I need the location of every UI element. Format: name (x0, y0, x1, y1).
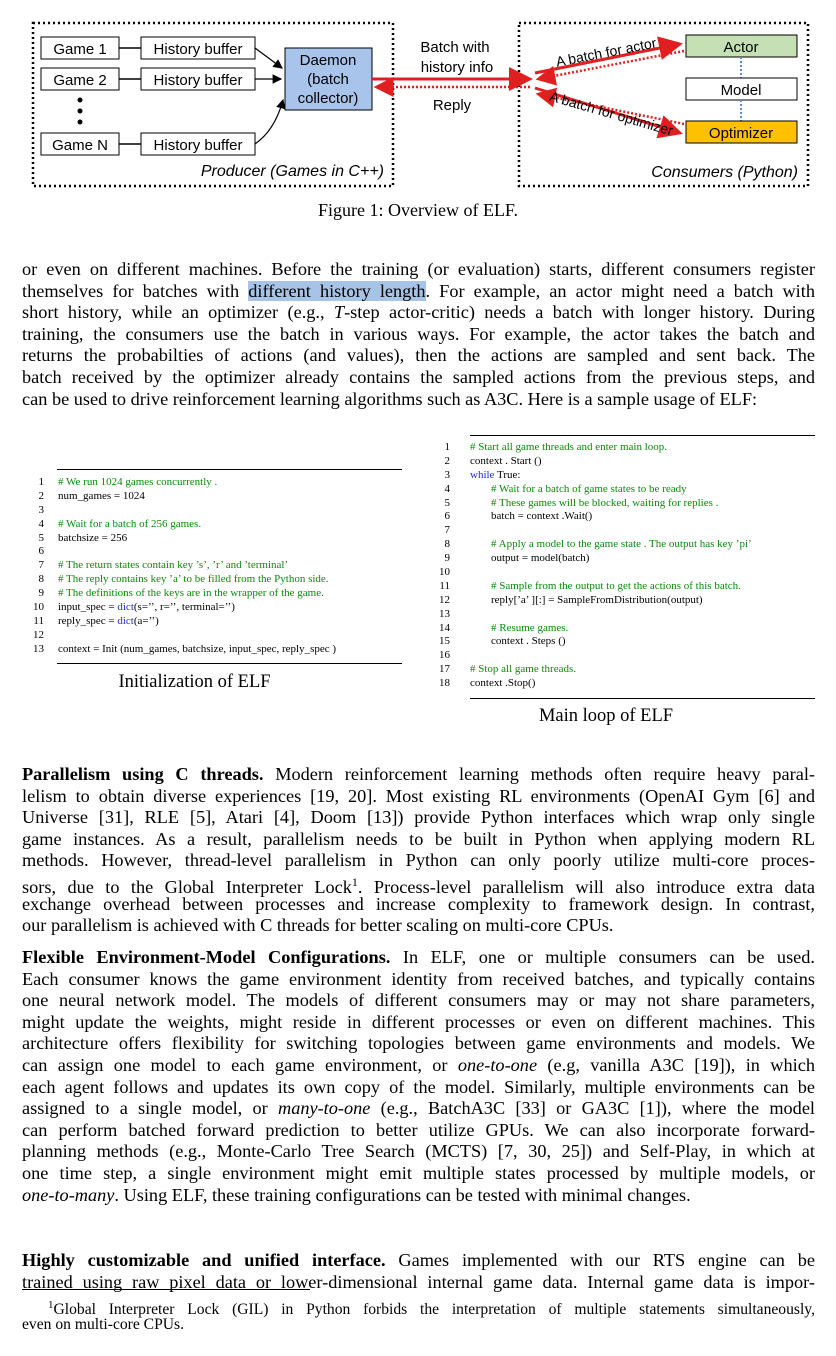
text-line (22, 1141, 815, 1163)
text-run: can be used to drive reinforcement learning algorithms such as A3C. Here is a sample usage of ELF: (22, 388, 758, 409)
optimizer-label: Optimizer (708, 125, 774, 142)
section-heading: Highly customizable and unified interface. (22, 1250, 386, 1270)
code-text: # We run 1024 games concurrently . (58, 476, 218, 488)
emphasis-text: one-to-many (22, 1184, 115, 1205)
code-text: # Resume games. (491, 621, 569, 634)
line-number: 3 (38, 503, 44, 516)
line-number: 11 (33, 614, 44, 627)
text-run: each agent follows and updates its own copy of the model. Similarly, multiple environments can be (22, 1076, 815, 1097)
line-number: 7 (38, 559, 44, 572)
code-line (28, 545, 428, 559)
code-run: reply_spec = (58, 614, 118, 627)
text-run: can perform batched forward prediction to better utilize GPUs. We can also incorporate forward- (22, 1119, 815, 1140)
code-text: context . Steps () (491, 635, 566, 648)
text-run: trained using raw pixel data or lower-dimensional internal game data. Internal game data is impor- (22, 1271, 815, 1292)
text-run: training, the consumers use the batch in various ways. For example, the actor takes the batch and (22, 323, 815, 344)
code-text: output = model(batch) (491, 552, 590, 565)
text-run: game instances. As a result, parallelism needs to be built in Python when applying modern RL (22, 828, 815, 849)
text-run: actor-critic) needs a batch with longer history. During (379, 302, 815, 323)
text-line (22, 1163, 815, 1185)
ellipsis-dot (78, 98, 83, 103)
section-unified-interface (22, 1250, 815, 1293)
text-run: short history, while an optimizer (e.g., (22, 302, 334, 323)
listing-main-bottom-rule (470, 698, 815, 699)
producer-caption: Producer (Games in C++) (200, 163, 384, 180)
text-line (22, 894, 815, 916)
code-line (434, 622, 834, 636)
listing-init (28, 476, 428, 657)
line-number: 16 (439, 649, 450, 662)
code-line (28, 518, 428, 532)
text-line (22, 281, 815, 303)
code-text: # Apply a model to the game state . The output has key ’pi’ (491, 538, 752, 551)
code-line (28, 643, 428, 657)
builtin: dict (117, 614, 134, 627)
section-heading: Flexible Environment-Model Configurations. (22, 947, 391, 967)
text-line (22, 259, 815, 281)
code-text: # Stop all game threads. (470, 663, 577, 676)
text-line (22, 764, 815, 786)
code-text: reply[’a’ ][:] = SampleFromDistribution(output) (491, 593, 703, 606)
text-run: or even on different machines. Before the training (or evaluation) starts, different consumers register (22, 259, 815, 279)
code-text: batchsize = 256 (58, 531, 128, 544)
text-line (22, 947, 815, 969)
text-line (22, 302, 815, 324)
code-line (28, 532, 428, 546)
text-run: (e.g, vanilla A3C [19]), in which (537, 1054, 815, 1075)
history-buffer-label: History buffer (153, 41, 243, 58)
line-number: 12 (439, 593, 450, 606)
text-run: Modern reinforcement learning methods often require heavy paral- (263, 764, 816, 784)
code-text: # These games will be blocked, waiting for replies . (491, 496, 719, 509)
line-number: 10 (439, 566, 450, 579)
code-line (28, 476, 428, 490)
text-line (22, 1250, 815, 1272)
text-run: . Using ELF, these training configurations can be tested with minimal changes. (114, 1184, 691, 1205)
text-run: -step (344, 302, 380, 323)
text-run: our parallelism is achieved with C threads for better scaling on multi-core CPUs. (22, 915, 614, 936)
daemon-label: Daemon (299, 52, 357, 69)
code-line (434, 663, 834, 677)
line-number: 1 (38, 476, 44, 488)
text-line (22, 969, 815, 991)
listing-init-caption: Initialization of ELF (118, 672, 271, 692)
code-line (28, 559, 428, 573)
text-run: Games implemented with our RTS engine can be (385, 1250, 815, 1270)
text-run: one time step, a single environment might emit multiple states processed by multiple models, or (22, 1162, 815, 1183)
listing-init-top-rule (57, 469, 402, 470)
text-line (22, 990, 815, 1012)
listing-main-caption: Main loop of ELF (538, 706, 674, 726)
code-line (434, 538, 834, 552)
footnote-marker: 1 (48, 1299, 54, 1311)
code-run: (a=’’) (133, 614, 159, 627)
text-run: planning methods (e.g., Monte-Carlo Tree Search (MCTS) [7, 30, 25]) and Self-Play, in which at (22, 1141, 815, 1162)
text-line (22, 850, 815, 872)
code-text: # The reply contains key ’a’ to be filled from the Python side. (58, 573, 329, 586)
code-line (28, 615, 428, 629)
emphasis-text: one-to-one (457, 1054, 538, 1075)
footnote (22, 1296, 815, 1334)
text-line (22, 345, 815, 367)
consumer-caption: Consumers (Python) (651, 164, 798, 181)
code-line (28, 629, 428, 643)
code-line (434, 510, 834, 524)
text-run: Universe [31], RLE [5], Atari [4], Doom [13]) provide Python interfaces which wrap only single (22, 807, 815, 828)
text-run: lelism to obtain diverse experiences [19, 20]. Most existing RL environments (OpenAI Gym [6] and (22, 785, 815, 806)
batch-label: Batch with (420, 39, 490, 56)
code-text (58, 601, 235, 615)
code-run: True: (494, 468, 521, 481)
line-number: 4 (444, 482, 450, 495)
text-run: exchange overhead between processes and increase complexity to framework design. In contrast, (22, 893, 815, 914)
daemon-label: (batch (307, 71, 349, 88)
text-run: methods. However, thread-level parallelism in Python can only poorly utilize multi-core proces- (22, 850, 815, 871)
code-line (434, 677, 834, 691)
optimizer-arrow-label: A batch for optimizer (547, 87, 675, 139)
code-line (434, 594, 834, 608)
highlighted-text: different history length (248, 280, 426, 301)
text-run: themselves for batches with (22, 280, 249, 301)
text-line (22, 1077, 815, 1099)
text-line (22, 324, 815, 346)
listing-main-top-rule (470, 435, 815, 436)
text-run: In ELF, one or multiple consumers can be used. (390, 947, 816, 967)
text-line (22, 1055, 815, 1077)
line-number: 10 (33, 601, 44, 614)
text-run: returns the probabilties of actions (and values), then the actions are sampled and sent back. The (22, 345, 815, 366)
line-number: 6 (444, 510, 450, 523)
line-number: 8 (444, 538, 450, 551)
section-parallelism (22, 764, 815, 937)
line-number: 7 (444, 524, 450, 537)
code-line (434, 566, 834, 580)
line-number: 15 (439, 635, 450, 648)
text-run: can assign one model to each game environment, or (22, 1054, 458, 1075)
listing-init-bottom-rule (57, 663, 402, 664)
text-run: might update the weights, might reside in different processes or even on different machines. This (22, 1011, 815, 1032)
code-line (434, 649, 834, 663)
figure-caption: Figure 1: Overview of ELF. (317, 200, 519, 220)
footnote-line (22, 1296, 815, 1318)
line-number: 2 (444, 454, 450, 467)
text-run: . For example, an actor might need a batch with (425, 280, 815, 301)
text-line (22, 1033, 815, 1055)
line-number: 9 (444, 552, 450, 565)
history-buffer-label: History buffer (153, 72, 243, 89)
code-line (434, 524, 834, 538)
code-line (28, 504, 428, 518)
text-run: (e.g., BatchA3C [33] or GA3C [1]), where the model (370, 1098, 816, 1119)
code-line (434, 469, 834, 483)
code-line (434, 497, 834, 511)
text-line (22, 872, 815, 897)
code-line (434, 635, 834, 649)
code-text (470, 469, 520, 483)
reply-label: Reply (432, 97, 472, 114)
line-number: 3 (444, 468, 450, 481)
footnote-rule (22, 1289, 310, 1290)
text-run: one neural network model. The models of different consumers may or may not share parameters, (22, 990, 815, 1011)
line-number: 5 (38, 531, 44, 544)
text-run: even on multi-core CPUs. (22, 1316, 184, 1333)
text-run: Global Interpreter Lock (GIL) in Python forbids the interpretation of multiple statements simultaneously, (53, 1301, 815, 1318)
code-text: # The return states contain key ’s’, ’r’ and ’terminal’ (58, 559, 289, 572)
text-line (22, 915, 815, 937)
game-1-label: Game 1 (53, 41, 107, 58)
model-label: Model (720, 82, 762, 99)
batch-label: history info (420, 59, 494, 76)
ellipsis-dot (78, 120, 83, 125)
code-line (28, 573, 428, 587)
text-run: Each consumer knows the game environment identity from received batches, and typically contains (22, 968, 815, 989)
line-number: 4 (38, 517, 44, 530)
code-line (434, 552, 834, 566)
line-number: 11 (439, 579, 450, 592)
text-run: architecture offers flexibility for switching topologies between game environments and models. We (22, 1033, 815, 1054)
code-run: input_spec = (58, 601, 118, 614)
keyword: while (470, 468, 495, 481)
text-line (22, 1098, 815, 1120)
actor-label: Actor (723, 39, 759, 56)
line-number: 2 (38, 489, 44, 502)
code-text: # The definitions of the keys are in the wrapper of the game. (58, 587, 324, 600)
code-line (28, 601, 428, 615)
emphasis-text: many-to-one (278, 1098, 371, 1119)
code-text: context . Start () (470, 454, 542, 467)
listing-main (434, 441, 834, 691)
code-run: (s=’’, r=’’, terminal=’’) (133, 601, 235, 614)
line-number: 1 (444, 441, 450, 453)
intro-paragraph (22, 259, 815, 410)
footnote-marker: 1 (351, 874, 358, 889)
text-run: sors, due to the Global Interpreter Lock (22, 876, 352, 897)
code-text: # Sample from the output to get the actions of this batch. (491, 579, 741, 592)
line-number: 9 (38, 587, 44, 600)
builtin: dict (117, 601, 134, 614)
line-number: 14 (439, 621, 450, 634)
text-line (22, 807, 815, 829)
text-run: assigned to a single model, or (22, 1098, 278, 1119)
code-text: num_games = 1024 (58, 489, 145, 502)
text-line (22, 1012, 815, 1034)
elf-diagram (0, 0, 836, 200)
line-number: 13 (439, 607, 450, 620)
code-text: # Wait for a batch of game states to be ready (491, 482, 687, 495)
code-line (434, 441, 834, 455)
history-buffer-label: History buffer (153, 137, 243, 154)
code-text: batch = context .Wait() (491, 510, 593, 523)
math-variable: T (333, 302, 345, 323)
code-line (434, 580, 834, 594)
line-number: 12 (33, 628, 44, 641)
text-line (22, 786, 815, 808)
line-number: 5 (444, 496, 450, 509)
line-number: 8 (38, 573, 44, 586)
line-number: 17 (439, 663, 450, 676)
code-line (434, 455, 834, 469)
code-text (58, 615, 159, 629)
game-2-label: Game 2 (53, 72, 107, 89)
text-line (22, 829, 815, 851)
text-run: batch received by the optimizer already contains the sampled actions from the previous steps, and (22, 366, 815, 387)
code-text: # Start all game threads and enter main loop. (470, 441, 668, 453)
code-text: context = Init (num_games, batchsize, input_spec, reply_spec ) (58, 642, 337, 655)
text-line (22, 389, 815, 411)
code-line (434, 483, 834, 497)
ellipsis-dot (78, 109, 83, 114)
daemon-label: collector) (297, 90, 359, 107)
code-line (28, 587, 428, 601)
text-line (22, 367, 815, 389)
section-heading: Parallelism using C threads. (22, 764, 264, 784)
figure-elf-overview (0, 0, 836, 230)
code-line (28, 490, 428, 504)
actor-arrow-label: A batch for actor (554, 34, 658, 70)
code-line (434, 608, 834, 622)
code-text: context .Stop() (470, 677, 536, 690)
text-run: . Process-level parallelism will also introduce extra data (357, 876, 815, 897)
section-flexible-configs (22, 947, 815, 1206)
line-number: 18 (439, 677, 450, 690)
text-line (22, 1120, 815, 1142)
text-line (22, 1185, 815, 1207)
line-number: 6 (38, 545, 44, 558)
code-text: # Wait for a batch of 256 games. (58, 517, 202, 530)
game-n-label: Game N (52, 137, 108, 154)
line-number: 13 (33, 642, 44, 655)
